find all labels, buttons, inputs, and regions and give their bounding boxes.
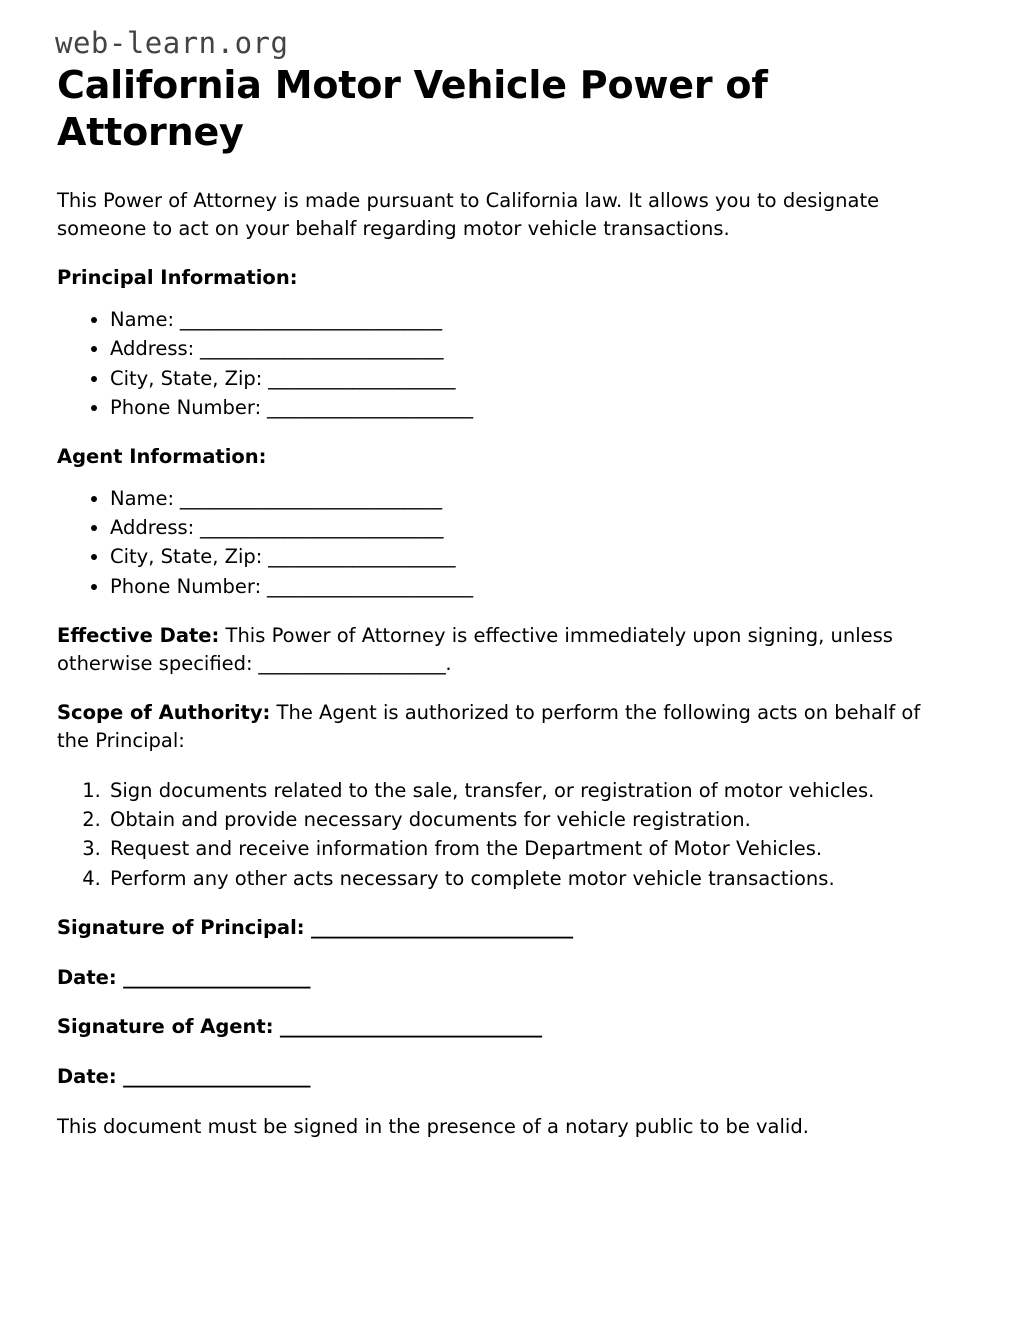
fill-in-line[interactable]: __________________________ xyxy=(194,337,444,361)
field-label: Name: xyxy=(110,307,175,331)
list-item xyxy=(110,306,947,333)
principal-information-heading: Principal Information: xyxy=(57,266,298,290)
list-item xyxy=(110,394,947,421)
effective-date-label: Effective Date: xyxy=(57,624,220,648)
list-item xyxy=(110,335,947,362)
signature-of-principal-line xyxy=(57,914,947,942)
scope-of-authority-paragraph xyxy=(57,699,947,754)
field-label: City, State, Zip: xyxy=(110,366,263,390)
date-label: Date: xyxy=(57,1065,117,1089)
signature-label: Signature of Agent: xyxy=(57,1015,274,1039)
effective-date-terminator: . xyxy=(445,651,452,675)
page-title: California Motor Vehicle Power of Attorney xyxy=(57,62,768,155)
field-label: City, State, Zip: xyxy=(110,545,263,569)
fill-in-line[interactable]: ____________________ xyxy=(116,965,311,989)
field-label: Address: xyxy=(110,337,195,361)
list-item xyxy=(110,514,947,541)
list-item: 4. Perform any other acts necessary to complete motor vehicle transactions. xyxy=(107,865,947,892)
field-label: Phone Number: xyxy=(110,574,262,598)
field-label: Name: xyxy=(110,486,175,510)
effective-date-paragraph xyxy=(57,622,947,677)
fill-in-line[interactable]: ____________________________ xyxy=(304,915,573,939)
list-item xyxy=(110,365,947,392)
principal-field-list xyxy=(57,306,947,421)
scope-of-authority-text: The Agent is authorized to perform the following acts on behalf of the Principal: xyxy=(57,701,921,753)
list-item xyxy=(110,573,947,600)
intro-paragraph: This Power of Attorney is made pursuant to California law. It allows you to designate someone to act on your behalf regarding motor vehicle transactions. xyxy=(57,188,880,240)
list-item xyxy=(110,485,947,512)
fill-in-line[interactable]: ____________________________ xyxy=(174,486,442,510)
site-brand-wordmark: web-learn.org xyxy=(55,26,289,60)
signature-of-agent-line xyxy=(57,1013,947,1041)
document-body xyxy=(55,187,947,1141)
list-item: 1. Sign documents related to the sale, transfer, or registration of motor vehicles. xyxy=(107,777,947,804)
fill-in-line[interactable]: ______________________ xyxy=(261,395,473,419)
fill-in-line[interactable]: ____________________ xyxy=(262,366,456,390)
fill-in-line[interactable]: ____________________________ xyxy=(174,307,442,331)
list-item: 3. Request and receive information from the Department of Motor Vehicles. xyxy=(107,835,947,862)
field-label: Phone Number: xyxy=(110,395,262,419)
field-label: Address: xyxy=(110,516,195,540)
fill-in-line[interactable]: ____________________ xyxy=(252,651,446,675)
fill-in-line[interactable]: __________________________ xyxy=(194,516,444,540)
fill-in-line[interactable]: ____________________________ xyxy=(273,1015,542,1039)
agent-field-list xyxy=(57,485,947,600)
fill-in-line[interactable]: ______________________ xyxy=(261,574,473,598)
scope-of-authority-label: Scope of Authority: xyxy=(57,701,271,725)
agent-date-line xyxy=(57,1063,947,1091)
principal-date-line xyxy=(57,964,947,992)
signature-label: Signature of Principal: xyxy=(57,915,305,939)
list-item xyxy=(110,543,947,570)
authorized-acts-list xyxy=(57,777,947,892)
list-item: 2. Obtain and provide necessary documents for vehicle registration. xyxy=(107,806,947,833)
fill-in-line[interactable]: ____________________ xyxy=(262,545,456,569)
fill-in-line[interactable]: ____________________ xyxy=(116,1065,311,1089)
effective-date-text: This Power of Attorney is effective immediately upon signing, unless otherwise specified: xyxy=(57,624,893,675)
notary-requirement-note: This document must be signed in the presence of a notary public to be valid. xyxy=(57,1114,809,1138)
date-label: Date: xyxy=(57,965,117,989)
agent-information-heading: Agent Information: xyxy=(57,445,267,469)
